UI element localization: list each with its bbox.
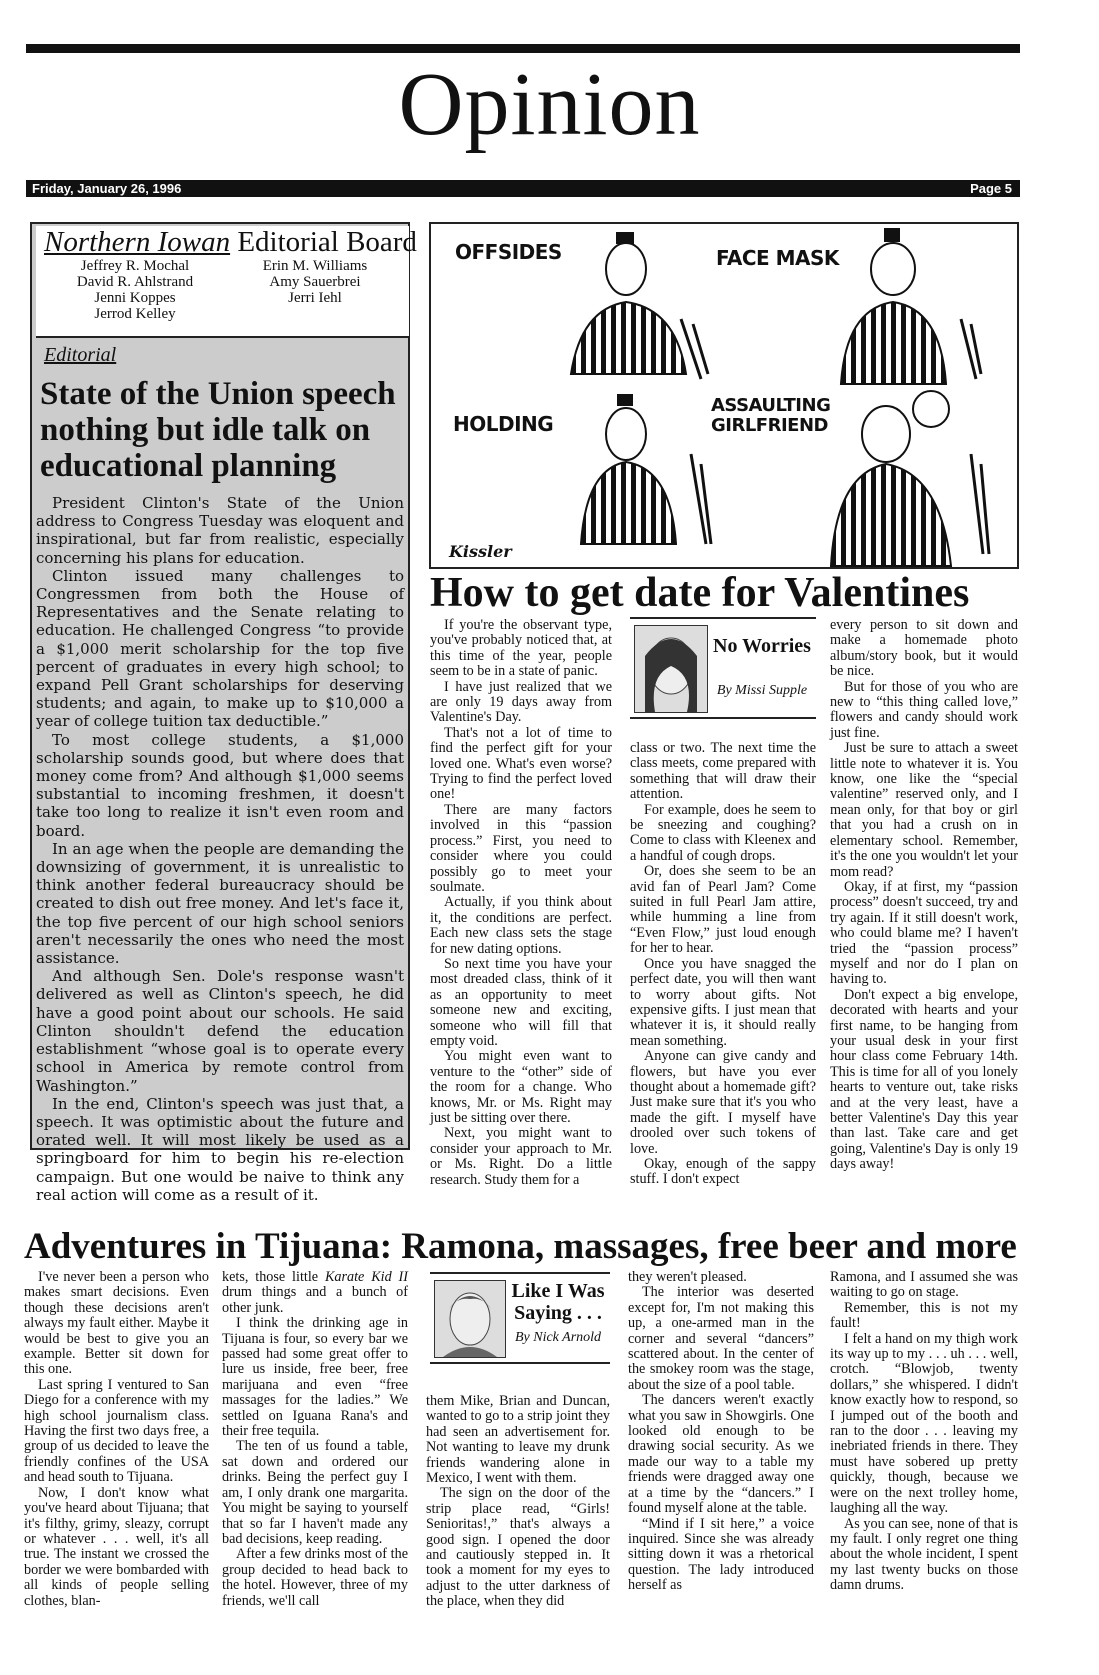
- tijuana-column-1: [24, 1270, 209, 1609]
- article-paragraph: they weren't pleased.: [628, 1269, 747, 1285]
- article-paragraph: Anyone can give candy and flowers, but have you ever thought about a homemade gift? Just make sure that it's you who made the gift. I myself have drooled over such tokens of love.: [630, 1048, 816, 1157]
- article-paragraph: After a few drinks most of the group decided to head back to the hotel. However, three of my friends, we'll call: [222, 1546, 408, 1609]
- article-paragraph: Last spring I ventured to San Diego for a conference with my high school journalism class. Having the first two days free, a group of us decided to leave the friendly confines of the USA and head south to Tijuana.: [24, 1376, 209, 1486]
- referee-figure-holding: [581, 394, 711, 544]
- film-title: Karate Kid II: [324, 1269, 409, 1285]
- referee-cartoon: [429, 222, 1019, 569]
- article-paragraph: Next, you might want to consider your approach to Mr. or Ms. Right. Do a little research. Study them for a: [430, 1125, 612, 1188]
- valentines-column-3: [830, 618, 1018, 1173]
- article-text: kets, those little: [222, 1269, 325, 1285]
- article-paragraph: Or, does she seem to be an avid fan of Pearl Jam? Come suited in full Pearl Jam attire, while humming a line from “Even Flow,” just loud enough for her to hear.: [630, 863, 816, 957]
- board-member: Jerri Iehl: [288, 290, 342, 306]
- valentines-column-2: [630, 741, 816, 1188]
- editorial-paragraph: And although Sen. Dole's response wasn't delivered as well as Clinton's speech, he did have a good point about our schools. He said Clinton shouldn't defend the education establishment “whose goal is to operate every school in America by remote control from Washington.”: [36, 967, 404, 1095]
- tijuana-column-2: [222, 1270, 408, 1609]
- label-face-mask: FACE MASK: [716, 246, 839, 270]
- article-paragraph: Now, I don't know what you've heard about Tijuana; that it's filthy, grimy, sleazy, corrupt or whatever . . . well, it's all true. The instant we crossed the border we were bombarded with all kinds of people selling clothes, blan-: [24, 1484, 209, 1609]
- no-worries-byline: [630, 617, 816, 719]
- editorial-body: [36, 494, 404, 1204]
- editorial-paragraph: In an age when the people are demanding the downsizing of government, it is unrealistic to think another federal bureaucracy should be created to dish out free money. And let's face it, the top five percent of our high school seniors aren't necessarily the ones who need the most assistance.: [36, 839, 404, 968]
- board-members-right: [240, 258, 390, 306]
- article-paragraph: If you're the observant type, you've probably noticed that, at this time of the year, people seem to be in a state of panic.: [430, 617, 612, 680]
- tijuana-column-4: [628, 1270, 814, 1594]
- column-title: Like I Was Saying . . .: [511, 1280, 605, 1324]
- board-member: Erin M. Williams: [262, 258, 368, 274]
- article-paragraph: I think the drinking age in Tijuana is four, so every bar we passed had some great offer to lure us inside, free beer, free marijuana and even “free massages for the ladies.” We settled on Iguana Rana's and their free tequila.: [222, 1315, 408, 1440]
- article-paragraph: I felt a hand on my thigh work its way up to my . . . uh . . . well, crotch. “Blowjob, twenty dollars,” she whispered. I didn't know exactly how to respond, so I jumped out of the booth and ran to the door . . . leaving my inebriated friends in there. They must have sobered up pretty quickly, though, because we were on the next trolley home, laughing all the way.: [830, 1330, 1018, 1517]
- article-paragraph: As you can see, none of that is my fault. I only regret one thing about the whole incident, I spent my last twenty bucks on those damn drums.: [830, 1515, 1018, 1594]
- article-paragraph: The interior was deserted except for, I'm not making this up, a one-armed man in the corner and several “dancers” scattered about. In the center of the smokey room was the stage, about the size of a pool table.: [628, 1284, 814, 1393]
- article-paragraph: The dancers weren't exactly what you saw in Showgirls. One looked old enough to be drawing social security. As we made our way to a table my friends were dragged away one at a time by the “dancers.” I found myself alone at the table.: [628, 1392, 814, 1517]
- article-paragraph: There are many factors involved in this “passion process.” First, you need to consider where you could possibly go to meet your soulmate.: [430, 801, 612, 895]
- board-member: Jenni Koppes: [94, 290, 176, 306]
- article-paragraph: Actually, if you think about it, the conditions are perfect. Each new class sets the stage for new dating options.: [430, 894, 612, 957]
- board-member: Jerrod Kelley: [94, 306, 176, 322]
- article-paragraph: every person to sit down and make a homemade photo album/story book, but it would be nice.: [830, 617, 1018, 680]
- like-i-was-saying-byline: [430, 1272, 610, 1364]
- label-offsides: OFFSIDES: [455, 240, 562, 264]
- referee-figure-face-mask: [841, 228, 981, 384]
- valentines-headline: How to get date for Valentines: [430, 570, 970, 616]
- top-rule: [26, 44, 1020, 53]
- referee-figure-assaulting: [831, 391, 989, 566]
- editorial-headline: State of the Union speech nothing but idle talk on educational planning: [40, 376, 396, 484]
- article-paragraph: But for those of you who are new to “this thing called love,” flowers and candy should work just fine.: [830, 678, 1018, 741]
- article-paragraph: The ten of us found a table, sat down and ordered our drinks. Being the perfect guy I am, I only drank one margarita. You might be saying to yourself that so far I haven't made any bad decisions, keep reading.: [222, 1438, 408, 1547]
- tijuana-column-5: [830, 1270, 1018, 1594]
- editorial-label: Editorial: [44, 344, 117, 366]
- author-photo: [434, 1280, 506, 1358]
- section-title: Opinion: [398, 55, 701, 154]
- editorial-paragraph: President Clinton's State of the Union address to Congress Tuesday was eloquent and inspirational, but far from realistic, especially concerning his plans for education.: [36, 494, 404, 567]
- author-portrait-icon: [435, 1281, 505, 1357]
- article-paragraph: For example, does he seem to be sneezing and coughing? Come to class with Kleenex and a handful of cough drops.: [630, 801, 816, 864]
- article-paragraph: Remember, this is not my fault!: [830, 1299, 1018, 1332]
- article-paragraph: Okay, if at first, my “passion process” doesn't succeed, try and try again. If it still doesn't work, who could blame me? I haven't tried the “passion process” myself and nor do I plan on having to.: [830, 878, 1018, 988]
- issue-date: Friday, January 26, 1996: [32, 181, 182, 196]
- board-member: David R. Ahlstrand: [76, 274, 194, 290]
- author-photo: [634, 625, 708, 713]
- article-paragraph: Once you have snagged the perfect date, you will then want to worry about gifts. Not expensive gifts. I just mean that whatever it is, it should really mean something.: [630, 955, 816, 1049]
- cartoonist-signature: Kissler: [449, 542, 512, 561]
- article-paragraph: Don't expect a big envelope, decorated with hearts and your first name, to be hanging from your usual desk in your first hour class come February 14th. This is time for all of you lonely hearts to venture out, take risks and at the very least, have a better Valentine's Day this year than last. Take care and get going, Valentine's Day is only 19 days away!: [830, 986, 1018, 1173]
- author-portrait-icon: [635, 626, 707, 712]
- article-paragraph: The sign on the door of the strip place read, “Girls! Senioritas!,” that's always a good sign. I opened the door and cautiously stepped in. It took a moment for my eyes to adjust to the utter darkness of the place, when they did: [426, 1485, 610, 1610]
- article-paragraph: class or two. The next time the class meets, come prepared with something that will draw their attention.: [630, 740, 816, 803]
- tijuana-column-3: [426, 1394, 610, 1610]
- article-text: drum things and a bunch of other junk.: [222, 1284, 408, 1316]
- article-paragraph: I've never been a person who makes smart decisions. Even though these decisions aren't always my fault either. Maybe it would be best to give you an example. Better sit down for this one.: [24, 1269, 209, 1378]
- article-paragraph: That's not a lot of time to find the perfect gift for your loved one. What's even worse? Trying to find the perfect loved one!: [430, 724, 612, 803]
- column-author: By Nick Arnold: [514, 1330, 602, 1345]
- article-paragraph: Okay, enough of the sappy stuff. I don't expect: [630, 1155, 816, 1188]
- editorial-board-title: [44, 228, 417, 257]
- label-assaulting-girlfriend: ASSAULTING GIRLFRIEND: [711, 395, 831, 436]
- editorial-paragraph: To most college students, a $1,000 scholarship sounds good, but where does that money come from? And although $1,000 seems substantial to incoming freshmen, it doesn't take too long to realize it isn't even room and board.: [36, 730, 404, 840]
- article-paragraph: I have just realized that we are only 19 days away from Valentine's Day.: [430, 678, 612, 726]
- valentines-column-1: [430, 618, 612, 1188]
- paper-name: Northern Iowan: [44, 226, 231, 258]
- date-bar: [26, 180, 1020, 197]
- tijuana-headline: Adventures in Tijuana: Ramona, massages, free beer and more: [24, 1226, 1017, 1267]
- article-paragraph: Just be sure to attach a sweet little note to whatever it is. You know, one like the “special valentine” reserved only, and I mean only, for that boy or girl that you had a crush on in elementary school. Remember, it's the one you wouldn't let your mom read?: [830, 740, 1018, 880]
- board-member: Amy Sauerbrei: [269, 274, 361, 290]
- board-member: Jeffrey R. Mochal: [80, 258, 190, 274]
- article-paragraph: them Mike, Brian and Duncan, wanted to go to a strip joint they had seen an advertisement for. Not wanting to leave my drunk friends wandering alone in Mexico, I went with them.: [426, 1393, 611, 1487]
- article-paragraph: So next time you have your most dreaded class, think of it as an opportunity to meet someone new and exciting, someone who will fill that empty void.: [430, 955, 612, 1049]
- board-members-left: [60, 258, 210, 322]
- referee-figure-offsides: [571, 232, 708, 379]
- page-number: Page 5: [970, 181, 1012, 196]
- editorial-paragraph: In the end, Clinton's speech was just that, a speech. It was optimistic about the future and orated well. It will most likely be used as a springboard for him to begin his re-election campaign. But one would be naive to think any real action will come as a result of it.: [36, 1094, 404, 1204]
- article-paragraph: You might even want to venture to the “other” side of the room for a change. Who knows, Mr. or Ms. Right may just be sitting over there.: [430, 1048, 612, 1126]
- article-paragraph: “Mind if I sit here,” a voice inquired. Since she was already sitting down it was a rhetorical question. The lady introduced herself as: [628, 1515, 814, 1594]
- label-holding: HOLDING: [453, 412, 554, 436]
- article-paragraph: Ramona, and I assumed she was waiting to go on stage.: [830, 1269, 1018, 1301]
- column-title: No Worries: [713, 635, 811, 657]
- board-label: Editorial Board: [230, 226, 417, 258]
- column-author: By Missi Supple: [716, 683, 808, 698]
- editorial-paragraph: Clinton issued many challenges to Congressmen from both the House of Representatives and the Senate relating to education. He challenged Congress “to provide a $1,000 merit scholarship for the top five percent of graduates in every high school; to expand Pell Grant scholarships for deserving students; and again, to make up to $10,000 a year of college tuition tax deductible.”: [36, 566, 404, 731]
